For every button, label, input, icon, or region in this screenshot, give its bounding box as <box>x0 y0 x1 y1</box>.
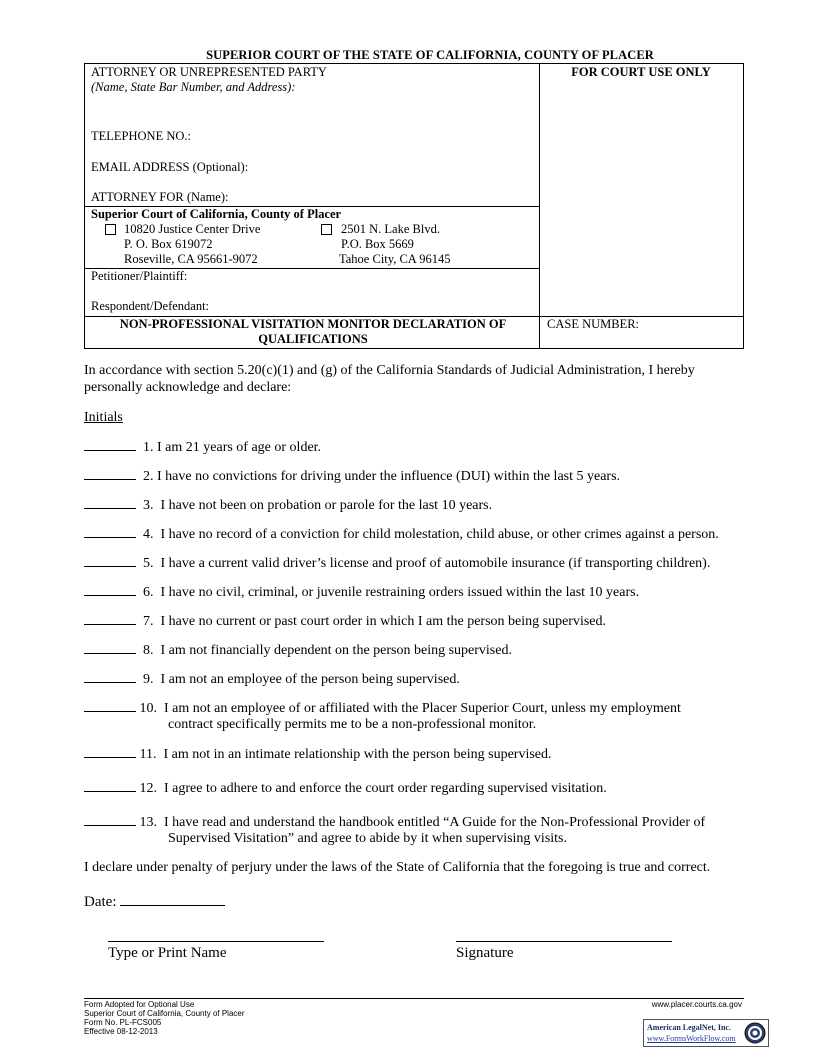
email-label: EMAIL ADDRESS (Optional): <box>91 160 249 174</box>
list-item <box>84 467 620 485</box>
item-text-continuation: Supervised Visitation” and agree to abide by it when supervising visits. <box>168 831 567 846</box>
case-number-label: CASE NUMBER: <box>547 317 640 331</box>
initials-blank[interactable] <box>84 554 136 567</box>
location-2-line1: 2501 N. Lake Blvd. <box>341 222 440 236</box>
item-number: 9. <box>143 672 154 687</box>
caption-divider <box>539 64 540 348</box>
item-text: I have a current valid driver’s license and proof of automobile insurance (if transporting children). <box>160 556 711 571</box>
list-item <box>84 813 705 831</box>
attorney-for-label: ATTORNEY FOR (Name): <box>91 190 229 204</box>
item-text: I am not in an intimate relationship with the person being supervised. <box>163 747 552 762</box>
initials-blank[interactable] <box>84 438 136 451</box>
initials-blank[interactable] <box>84 745 136 758</box>
perjury-declaration: I declare under penalty of perjury under the laws of the State of California that the foregoing is true and correct. <box>84 860 711 875</box>
item-text-continuation: contract specifically permits me to be a non-professional monitor. <box>168 717 537 732</box>
initials-blank[interactable] <box>84 525 136 538</box>
item-text: I have no record of a conviction for child molestation, child abuse, or other crimes against a person. <box>160 527 719 542</box>
item-number: 12. <box>139 781 157 796</box>
name-label: Type or Print Name <box>108 945 227 961</box>
location-2-line2: P.O. Box 5669 <box>341 237 414 251</box>
list-item <box>84 641 512 659</box>
initials-heading: Initials <box>84 410 123 425</box>
item-number: 2. <box>143 469 154 484</box>
telephone-label: TELEPHONE NO.: <box>91 129 191 143</box>
initials-blank[interactable] <box>84 583 136 596</box>
item-text: I have not been on probation or parole for the last 10 years. <box>160 498 493 513</box>
list-item <box>84 612 606 630</box>
form-title: NON-PROFESSIONAL VISITATION MONITOR DECLARATION OF QUALIFICATIONS <box>119 317 507 346</box>
initials-blank[interactable] <box>84 670 136 683</box>
footer-line: Effective 08-12-2013 <box>84 1027 158 1036</box>
list-item <box>84 438 321 456</box>
footer-line: Form Adopted for Optional Use <box>84 1000 195 1009</box>
item-text: I have no current or past court order in which I am the person being supervised. <box>160 614 607 629</box>
signature-line[interactable] <box>456 941 672 942</box>
attorney-label: ATTORNEY OR UNREPRESENTED PARTY <box>91 65 327 79</box>
list-item <box>84 525 719 543</box>
item-text: I agree to adhere to and enforce the court order regarding supervised visitation. <box>164 781 607 796</box>
name-line[interactable] <box>108 941 324 942</box>
attorney-hint: (Name, State Bar Number, and Address): <box>91 80 296 94</box>
item-text: I am not an employee of or affiliated with the Placer Superior Court, unless my employment <box>164 701 681 716</box>
initials-blank[interactable] <box>84 467 136 480</box>
initials-blank[interactable] <box>84 779 136 792</box>
item-number: 13. <box>139 815 157 830</box>
item-number: 3. <box>143 498 154 513</box>
footer-info <box>84 1000 245 1036</box>
location-1-line3: Roseville, CA 95661-9072 <box>124 252 258 266</box>
list-item <box>84 779 607 797</box>
logo-name: American LegalNet, Inc. <box>647 1023 731 1032</box>
item-text: I am not financially dependent on the person being supervised. <box>160 643 512 658</box>
item-text: I am 21 years of age or older. <box>157 440 322 455</box>
footer-line: Superior Court of California, County of Placer <box>84 1009 245 1018</box>
item-number: 4. <box>143 527 154 542</box>
initials-blank[interactable] <box>84 496 136 509</box>
list-item <box>84 670 460 688</box>
logo-url: www.FormsWorkFlow.com <box>647 1034 736 1043</box>
list-item <box>84 699 681 717</box>
initials-blank[interactable] <box>84 813 136 826</box>
petitioner-label: Petitioner/Plaintiff: <box>91 269 188 283</box>
item-number: 6. <box>143 585 154 600</box>
footer-website[interactable]: www.placer.courts.ca.gov <box>651 1000 742 1009</box>
list-item <box>84 745 552 763</box>
item-number: 10. <box>139 701 157 716</box>
item-number: 8. <box>143 643 154 658</box>
item-text: I have no convictions for driving under the influence (DUI) within the last 5 years. <box>157 469 621 484</box>
initials-blank[interactable] <box>84 612 136 625</box>
footer-line: Form No. PL-FCS005 <box>84 1018 162 1027</box>
list-item <box>84 583 639 601</box>
court-name: Superior Court of California, County of Placer <box>91 207 342 221</box>
list-item <box>84 554 710 572</box>
item-text: I have read and understand the handbook entitled “A Guide for the Non-Professional Provider of <box>164 815 706 830</box>
globe-icon <box>744 1022 766 1044</box>
item-number: 7. <box>143 614 154 629</box>
date-label: Date: <box>84 894 117 910</box>
location-roseville-checkbox[interactable] <box>105 224 116 235</box>
location-tahoe-checkbox[interactable] <box>321 224 332 235</box>
item-number: 5. <box>143 556 154 571</box>
footer-rule <box>84 998 744 999</box>
date-field[interactable] <box>120 892 225 906</box>
item-number: 1. <box>143 440 154 455</box>
date-row <box>84 892 225 911</box>
court-use-label: FOR COURT USE ONLY <box>571 65 711 79</box>
item-text: I am not an employee of the person being supervised. <box>160 672 460 687</box>
item-number: 11. <box>139 747 157 762</box>
item-text: I have no civil, criminal, or juvenile restraining orders issued within the last 10 years. <box>160 585 640 600</box>
caption-box <box>84 63 744 349</box>
location-2-line3: Tahoe City, CA 96145 <box>339 252 451 266</box>
american-legalnet-logo[interactable] <box>643 1019 769 1047</box>
location-1-line1: 10820 Justice Center Drive <box>124 222 261 236</box>
intro-paragraph: In accordance with section 5.20(c)(1) and (g) of the California Standards of Judicial Administration, I hereby personally acknowledge and declare: <box>84 363 695 395</box>
signature-label: Signature <box>456 945 514 961</box>
list-item <box>84 496 492 514</box>
court-title: SUPERIOR COURT OF THE STATE OF CALIFORNIA, COUNTY OF PLACER <box>206 48 654 62</box>
respondent-label: Respondent/Defendant: <box>91 299 210 313</box>
initials-blank[interactable] <box>84 699 136 712</box>
location-1-line2: P. O. Box 619072 <box>124 237 213 251</box>
initials-blank[interactable] <box>84 641 136 654</box>
